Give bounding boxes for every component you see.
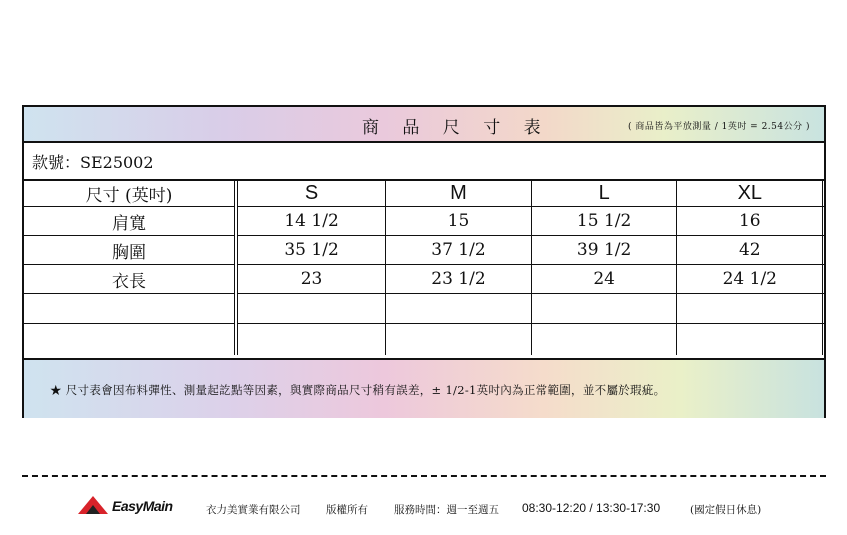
hours-label: 服務時間：週一至週五: [394, 504, 499, 516]
table-cell: 23: [236, 265, 386, 294]
table-cell: 14 1/2: [236, 207, 386, 236]
business-hours: 08:30-12:20 / 13:30-17:30: [522, 501, 661, 515]
table-header-row: [24, 180, 824, 207]
table-row: [24, 265, 824, 294]
table-cell: [24, 324, 236, 356]
table-cell: 15: [386, 207, 532, 236]
table-cell: 23 1/2: [386, 265, 532, 294]
header-cell: [823, 180, 824, 207]
table-cell: 42: [677, 236, 823, 265]
table-cell: [236, 324, 386, 356]
table-cell: 15 1/2: [531, 207, 677, 236]
table-row: [24, 294, 824, 324]
mountain-logo-icon: [76, 494, 110, 518]
measure-note: ( 商品皆為平放測量 / 1英吋 = 2.54公分 ): [627, 122, 810, 132]
table-cell: [823, 207, 824, 236]
footnote: ★ 尺寸表會因布料彈性、測量起訖點等因素，與實際商品尺寸稍有誤差，± 1/2-1英吋內為正常範圍，並不屬於瑕疵。: [50, 383, 666, 397]
footer: [76, 494, 836, 524]
table-cell: 37 1/2: [386, 236, 532, 265]
header-cell: S: [236, 180, 386, 207]
table-row: [24, 207, 824, 236]
header-cell: M: [386, 180, 532, 207]
table-cell: 24: [531, 265, 677, 294]
table-cell: [677, 324, 823, 356]
table-cell: 35 1/2: [236, 236, 386, 265]
footnote-bar: [24, 358, 824, 418]
size-chart: [22, 105, 826, 418]
table-cell: [823, 265, 824, 294]
style-code-row: [24, 141, 824, 181]
table-cell: [531, 324, 677, 356]
table-cell: [531, 294, 677, 324]
table-cell: [823, 294, 824, 324]
table-row: [24, 236, 824, 265]
brand-name: EasyMain: [112, 498, 173, 514]
rights-text: 版權所有: [326, 504, 368, 516]
table-row: [24, 324, 824, 356]
brand-logo: [76, 494, 188, 520]
table-cell: 肩寬: [24, 207, 236, 236]
table-cell: 39 1/2: [531, 236, 677, 265]
style-code: 款號：SE25002: [32, 153, 154, 172]
table-cell: 24 1/2: [677, 265, 823, 294]
title-bar: [24, 107, 824, 143]
company-name: 衣力美實業有限公司: [206, 504, 301, 516]
header-cell: XL: [677, 180, 823, 207]
table-cell: [236, 294, 386, 324]
header-cell: 尺寸 (英吋): [24, 180, 236, 207]
chart-title: 商 品 尺 寸 表: [362, 118, 550, 138]
table-cell: 16: [677, 207, 823, 236]
table-cell: [24, 294, 236, 324]
size-table: [24, 179, 824, 355]
table-cell: [677, 294, 823, 324]
table-cell: [823, 324, 824, 356]
table-cell: [386, 294, 532, 324]
table-cell: 胸圍: [24, 236, 236, 265]
holiday-note: (國定假日休息): [690, 504, 762, 516]
table-cell: 衣長: [24, 265, 236, 294]
table-cell: [823, 236, 824, 265]
dashed-divider: [22, 475, 826, 477]
header-cell: L: [531, 180, 677, 207]
table-cell: [386, 324, 532, 356]
